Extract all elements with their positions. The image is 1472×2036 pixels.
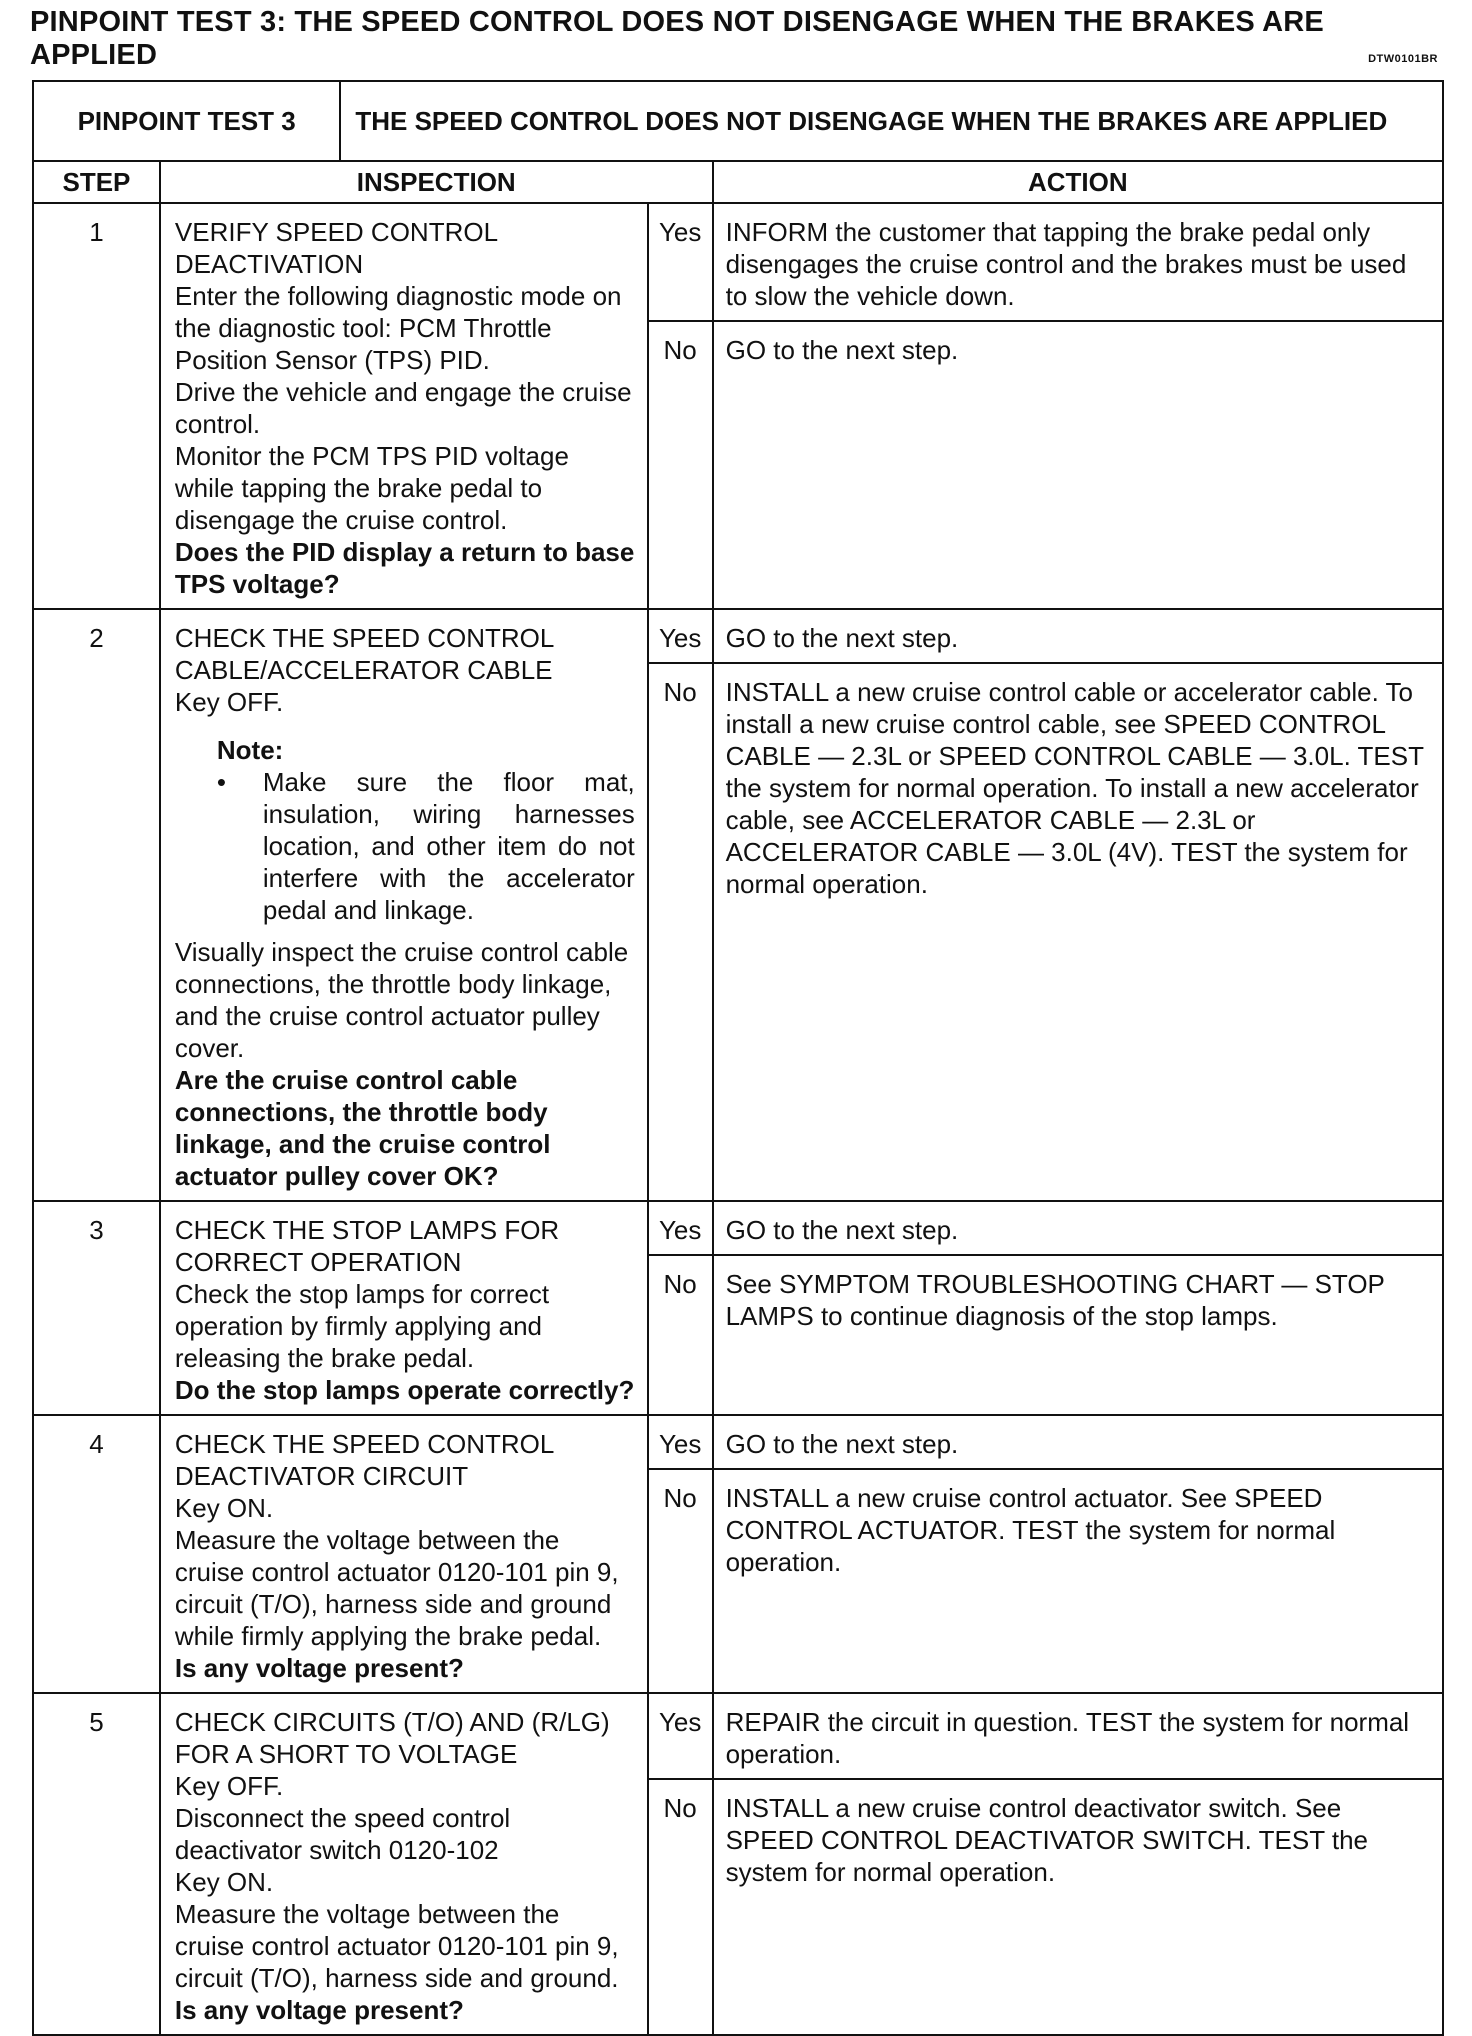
inspection-line: Measure the voltage between the cruise control actuator 0120-101 pin 9, circuit (T/O), harness side and ground while firmly applying the brake pedal.	[174, 1525, 619, 1651]
table-row	[33, 609, 1443, 663]
inspection-cell	[160, 1201, 648, 1415]
inspection-line: Monitor the PCM TPS PID voltage while tapping the brake pedal to disengage the cruise control.	[174, 441, 569, 535]
column-header-row	[33, 161, 1443, 203]
table-title-row	[33, 81, 1443, 161]
inspection-line: Check the stop lamps for correct operation by firmly applying and releasing the brake pedal.	[174, 1279, 550, 1373]
yes-action: INFORM the customer that tapping the brake pedal only disengages the cruise control and the brakes must be used to slow the vehicle down.	[713, 203, 1443, 321]
inspection-question: Do the stop lamps operate correctly?	[174, 1375, 635, 1405]
column-header-step: STEP	[33, 161, 160, 203]
step-number: 3	[33, 1201, 160, 1415]
table-row	[33, 203, 1443, 321]
yes-action: GO to the next step.	[713, 1201, 1443, 1255]
yes-label: Yes	[648, 1201, 713, 1255]
inspection-line: Measure the voltage between the cruise control actuator 0120-101 pin 9, circuit (T/O), harness side and ground.	[174, 1899, 619, 1993]
no-label: No	[648, 1779, 713, 2035]
no-action: INSTALL a new cruise control actuator. See SPEED CONTROL ACTUATOR. TEST the system for normal operation.	[713, 1469, 1443, 1693]
inspection-line: Key ON.	[174, 1493, 274, 1523]
inspection-line: Drive the vehicle and engage the cruise control.	[174, 377, 632, 439]
no-label: No	[648, 663, 713, 1201]
no-action: INSTALL a new cruise control cable or accelerator cable. To install a new cruise control cable, see SPEED CONTROL CABLE — 2.3L or SPEED CONTROL CABLE — 3.0L. TEST the system for normal operation. To install a new accelerator cable, see ACCELERATOR CABLE — 2.3L or ACCELERATOR CABLE — 3.0L (4V). TEST the system for normal operation.	[713, 663, 1443, 1201]
yes-label: Yes	[648, 203, 713, 321]
inspection-line: CHECK THE SPEED CONTROL DEACTIVATOR CIRCUIT	[174, 1429, 554, 1491]
no-action: INSTALL a new cruise control deactivator switch. See SPEED CONTROL DEACTIVATOR SWITCH. TEST the system for normal operation.	[713, 1779, 1443, 2035]
yes-label: Yes	[648, 1693, 713, 1779]
yes-action: GO to the next step.	[713, 1415, 1443, 1469]
no-action: See SYMPTOM TROUBLESHOOTING CHART — STOP LAMPS to continue diagnosis of the stop lamps.	[713, 1255, 1443, 1415]
yes-label: Yes	[648, 609, 713, 663]
page-heading	[30, 6, 1440, 72]
inspection-line: Visually inspect the cruise control cable connections, the throttle body linkage, and the cruise control actuator pulley cover.	[174, 937, 629, 1063]
table-title: PINPOINT TEST 3	[33, 81, 340, 161]
bullet-icon: •	[216, 767, 226, 797]
table-row	[33, 1415, 1443, 1469]
inspection-line: Key OFF.	[174, 687, 284, 717]
inspection-question: Is any voltage present?	[174, 1653, 464, 1683]
inspection-line: Key OFF.	[174, 1771, 284, 1801]
table-description: THE SPEED CONTROL DOES NOT DISENGAGE WHEN THE BRAKES ARE APPLIED	[340, 81, 1443, 161]
no-label: No	[648, 321, 713, 609]
inspection-line: Disconnect the speed control deactivator switch 0120-102	[174, 1803, 511, 1865]
inspection-cell	[160, 203, 648, 609]
heading-line-1: PINPOINT TEST 3: THE SPEED CONTROL DOES NOT DISENGAGE WHEN THE BRAKES ARE	[30, 6, 1324, 38]
table-row	[33, 1693, 1443, 1779]
figure-code: DTW0101BR	[1368, 53, 1438, 65]
inspection-line: CHECK THE STOP LAMPS FOR CORRECT OPERATION	[174, 1215, 560, 1277]
inspection-line: CHECK CIRCUITS (T/O) AND (R/LG) FOR A SHORT TO VOLTAGE	[174, 1707, 610, 1769]
inspection-line: Key ON.	[174, 1867, 274, 1897]
note-text: Make sure the floor mat, insulation, wiring harnesses location, and other item do not interfere with the accelerator pedal and linkage.	[262, 767, 635, 925]
no-label: No	[648, 1469, 713, 1693]
note-block	[175, 718, 635, 936]
note-bullet-item	[217, 766, 635, 926]
step-number: 5	[33, 1693, 160, 2035]
no-action: GO to the next step.	[713, 321, 1443, 609]
inspection-line: VERIFY SPEED CONTROL DEACTIVATION	[174, 217, 498, 279]
yes-action: REPAIR the circuit in question. TEST the system for normal operation.	[713, 1693, 1443, 1779]
inspection-question: Are the cruise control cable connections, the throttle body linkage, and the cruise control actuator pulley cover OK?	[174, 1065, 551, 1191]
table-row	[33, 1201, 1443, 1255]
step-number: 2	[33, 609, 160, 1201]
pinpoint-test-table	[32, 80, 1444, 2036]
inspection-question: Does the PID display a return to base TPS voltage?	[174, 537, 635, 599]
inspection-line: CHECK THE SPEED CONTROL CABLE/ACCELERATOR CABLE	[174, 623, 554, 685]
step-number: 1	[33, 203, 160, 609]
inspection-cell	[160, 1693, 648, 2035]
inspection-line: Enter the following diagnostic mode on the diagnostic tool: PCM Throttle Position Sensor (TPS) PID.	[174, 281, 622, 375]
note-label: Note:	[216, 735, 284, 765]
column-header-inspection: INSPECTION	[160, 161, 713, 203]
inspection-cell	[160, 609, 648, 1201]
no-label: No	[648, 1255, 713, 1415]
column-header-action: ACTION	[713, 161, 1443, 203]
yes-label: Yes	[648, 1415, 713, 1469]
inspection-question: Is any voltage present?	[174, 1995, 464, 2025]
yes-action: GO to the next step.	[713, 609, 1443, 663]
step-number: 4	[33, 1415, 160, 1693]
heading-line-2: APPLIED	[30, 39, 158, 71]
inspection-cell	[160, 1415, 648, 1693]
